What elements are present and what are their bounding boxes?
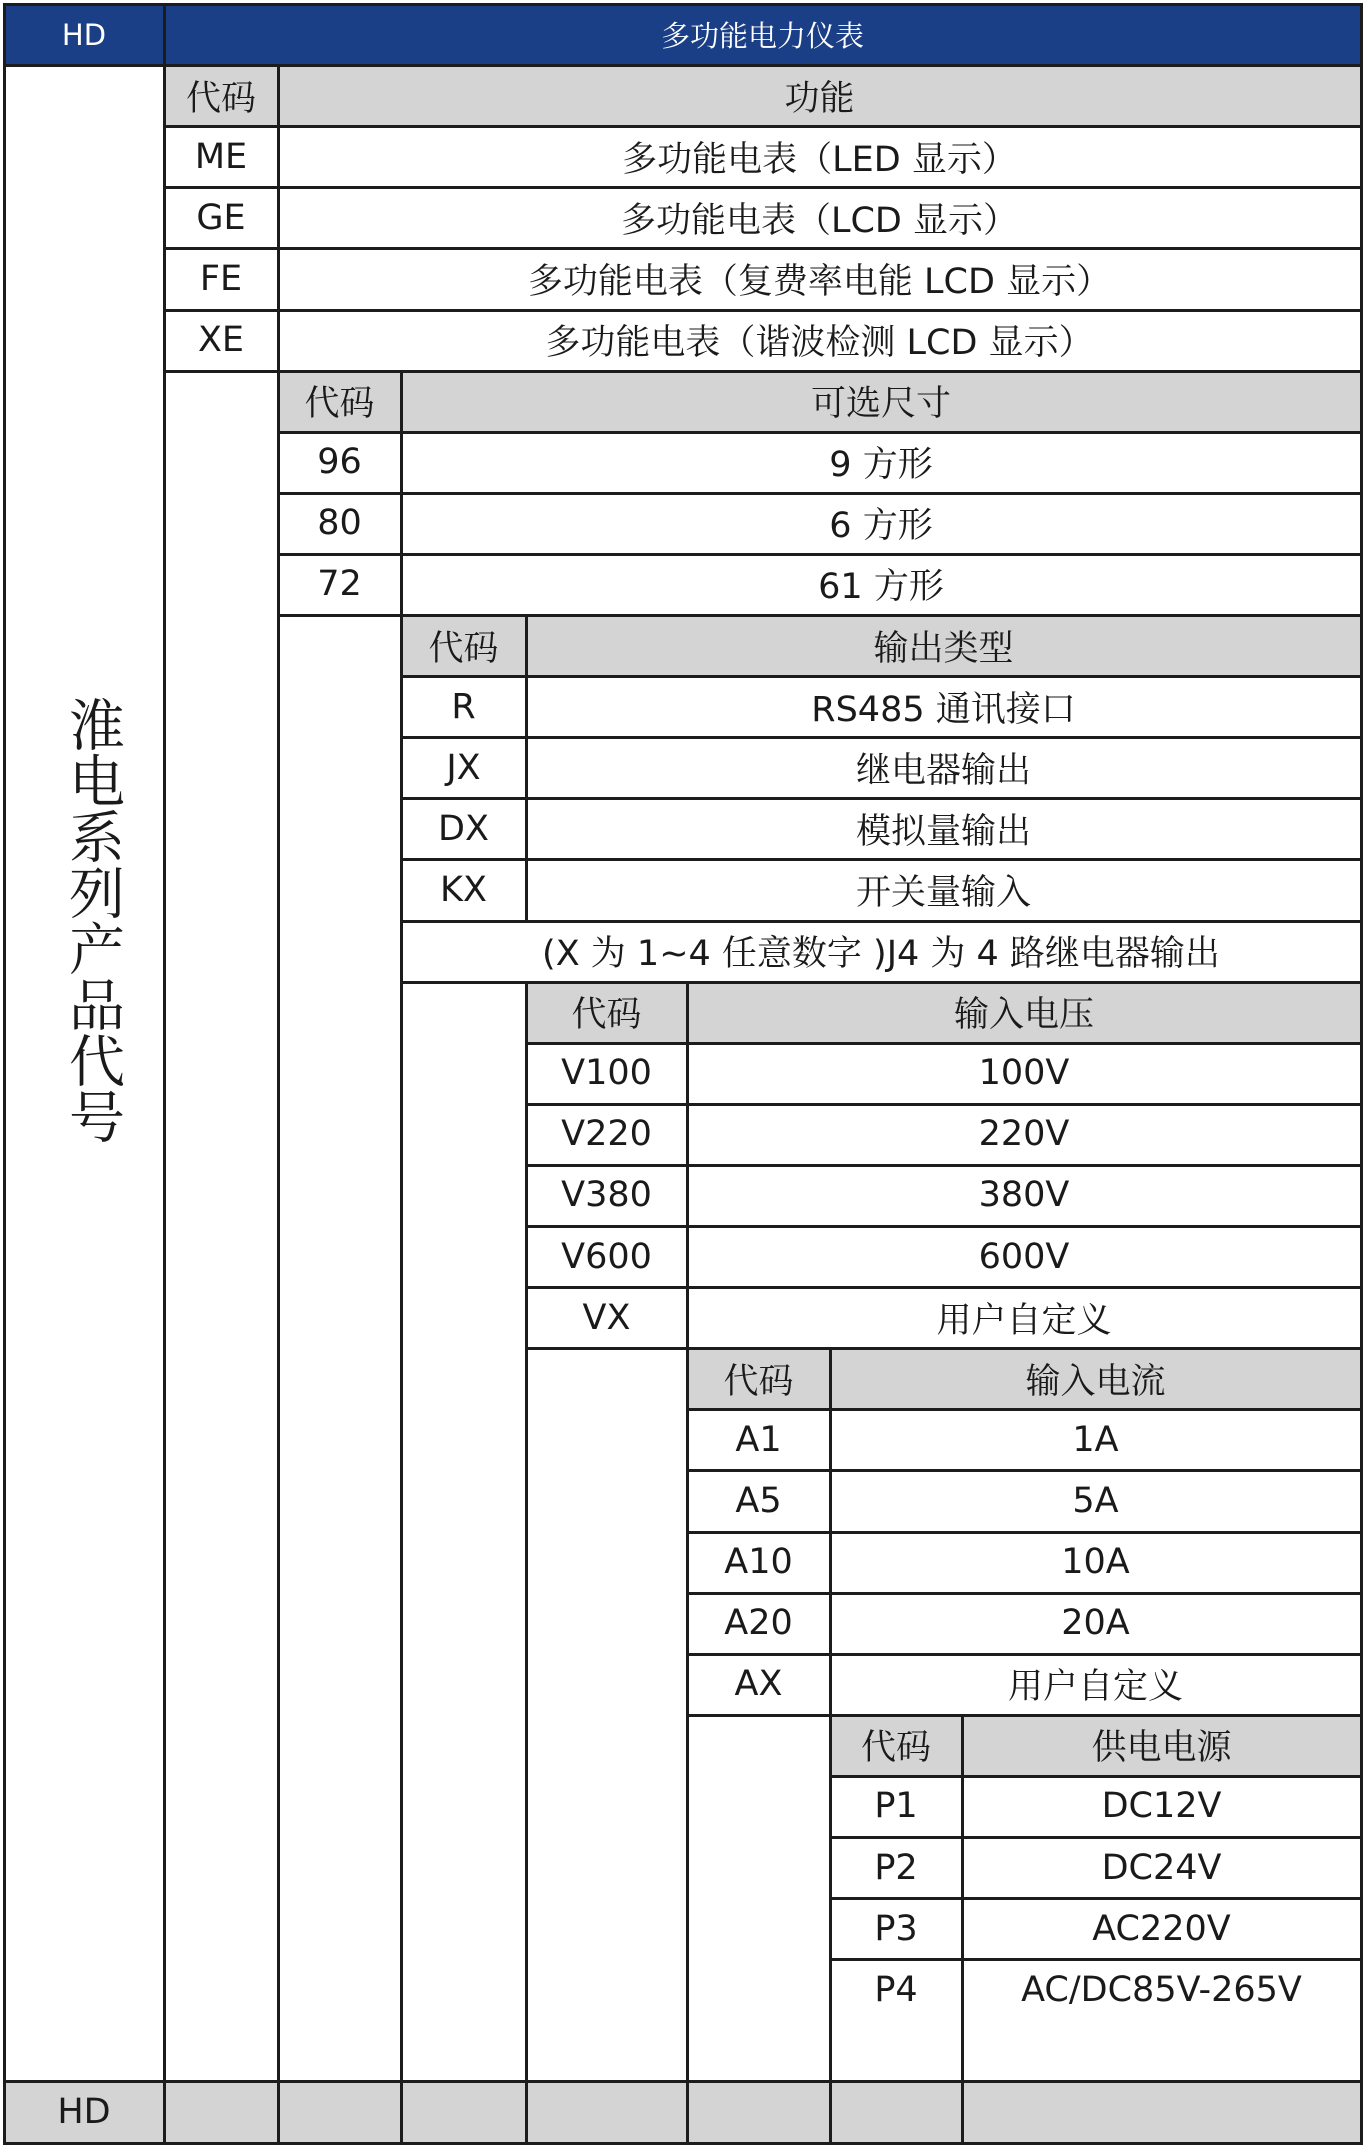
- current-code-cell: A5: [735, 1480, 782, 1521]
- power-value-cell: AC/DC85V-265V: [1021, 1969, 1302, 2010]
- top-border: [3, 3, 1363, 6]
- output-code-cell: DX: [438, 808, 489, 849]
- output-code-cell: KX: [440, 869, 487, 910]
- footer-empty-cell: [526, 2081, 687, 2142]
- h-rule: [277, 553, 1363, 556]
- h-rule: [525, 1347, 1363, 1350]
- h-rule: [400, 858, 1363, 861]
- h-rule: [525, 1103, 1363, 1106]
- power-code-cell: P1: [874, 1786, 918, 1827]
- voltage-value-cell: 220V: [978, 1114, 1070, 1155]
- h-rule: [829, 1836, 1363, 1839]
- current-value-cell: 用户自定义: [1007, 1667, 1183, 1708]
- output-value-cell: 开关量输入: [855, 872, 1031, 913]
- h-rule: [525, 1164, 1363, 1167]
- h-rule: [686, 1592, 1363, 1595]
- voltage-value-cell: 380V: [978, 1175, 1070, 1216]
- function-value-header: 功能: [278, 65, 1361, 126]
- v-rule: [961, 1714, 964, 2145]
- power-value-cell: AC220V: [1092, 1908, 1231, 1949]
- left-border: [3, 3, 6, 2145]
- output-code-header: 代码: [401, 615, 526, 676]
- voltage-code-cell: V600: [561, 1236, 652, 1277]
- h-rule: [686, 1531, 1363, 1534]
- function-code-header: 代码: [164, 65, 278, 126]
- power-code-cell: P4: [874, 1969, 918, 2010]
- current-code-header: 代码: [687, 1348, 830, 1409]
- voltage-value-cell: 用户自定义: [936, 1300, 1112, 1341]
- v-rule: [277, 370, 280, 2145]
- size-value-header: 可选尺寸: [401, 371, 1361, 432]
- h-rule: [829, 1897, 1363, 1900]
- right-border: [1360, 3, 1363, 2145]
- h-rule: [277, 614, 1363, 617]
- v-rule: [525, 981, 528, 2145]
- h-rule: [525, 1286, 1363, 1289]
- size-value-cell: 61 方形: [818, 567, 944, 608]
- power-code-header: 代码: [830, 1715, 962, 1776]
- h-rule: [829, 1958, 1363, 1961]
- footer-code: HD: [4, 2081, 164, 2142]
- size-code-header: 代码: [278, 371, 401, 432]
- current-code-cell: A1: [735, 1419, 782, 1460]
- output-value-cell: 继电器输出: [855, 750, 1031, 791]
- size-value-cell: 6 方形: [829, 506, 933, 547]
- voltage-value-cell: 100V: [978, 1053, 1070, 1094]
- size-code-cell: 96: [317, 442, 362, 483]
- output-value-cell: RS485 通讯接口: [811, 689, 1076, 730]
- h-rule: [277, 492, 1363, 495]
- v-rule: [277, 64, 280, 373]
- size-value-cell: 9 方形: [829, 445, 933, 486]
- h-rule: [686, 1653, 1363, 1656]
- h-rule: [163, 125, 1363, 128]
- current-value-cell: 1A: [1072, 1419, 1119, 1460]
- h-rule: [163, 370, 1363, 373]
- v-rule: [163, 3, 166, 2145]
- h-rule: [163, 186, 1363, 189]
- h-rule: [400, 797, 1363, 800]
- current-code-cell: AX: [734, 1664, 783, 1705]
- footer-empty-cell: [164, 2081, 278, 2142]
- output-note: (X 为 1~4 任意数字 )J4 为 4 路继电器输出: [542, 934, 1220, 975]
- h-rule: [163, 247, 1363, 250]
- function-value-cell: 多功能电表（LED 显示）: [622, 139, 1017, 180]
- h-rule: [686, 1714, 1363, 1717]
- voltage-code-cell: V380: [561, 1175, 652, 1216]
- size-code-cell: 72: [317, 564, 362, 605]
- output-code-cell: JX: [446, 747, 481, 788]
- current-code-cell: A20: [724, 1603, 793, 1644]
- h-rule: [686, 1469, 1363, 1472]
- function-code-cell: FE: [199, 258, 243, 299]
- power-value-cell: DC12V: [1101, 1786, 1222, 1827]
- header-title: 多功能电力仪表: [164, 4, 1361, 65]
- voltage-code-header: 代码: [526, 982, 687, 1043]
- function-code-cell: GE: [196, 197, 246, 238]
- h-rule: [163, 309, 1363, 312]
- h-rule: [400, 736, 1363, 739]
- header-code: HD: [4, 4, 164, 65]
- h-rule: [525, 1225, 1363, 1228]
- current-value-cell: 10A: [1061, 1542, 1130, 1583]
- h-rule: [829, 1775, 1363, 1778]
- footer-empty-cell: [830, 2081, 962, 2142]
- h-rule: [400, 981, 1363, 984]
- footer-empty-cell: [687, 2081, 830, 2142]
- footer-empty-cell: [278, 2081, 401, 2142]
- voltage-value-cell: 600V: [978, 1236, 1070, 1277]
- h-rule: [525, 1042, 1363, 1045]
- power-value-header: 供电电源: [962, 1715, 1361, 1776]
- footer-top-border: [3, 2080, 1363, 2083]
- footer-empty-cell: [401, 2081, 526, 2142]
- footer-empty-cell: [962, 2081, 1361, 2142]
- output-code-cell: R: [451, 686, 476, 727]
- current-value-cell: 5A: [1072, 1480, 1119, 1521]
- voltage-code-cell: VX: [582, 1297, 631, 1338]
- h-rule: [686, 1408, 1363, 1411]
- voltage-value-header: 输入电压: [687, 982, 1361, 1043]
- h-rule: [400, 920, 1363, 923]
- h-rule: [400, 675, 1363, 678]
- v-rule: [686, 1347, 689, 2144]
- power-value-cell: DC24V: [1101, 1847, 1222, 1888]
- h-rule: [3, 64, 1363, 67]
- current-value-header: 输入电流: [830, 1348, 1361, 1409]
- size-code-cell: 80: [317, 503, 362, 544]
- current-code-cell: A10: [724, 1542, 793, 1583]
- output-value-cell: 模拟量输出: [855, 811, 1031, 852]
- v-rule: [829, 1714, 832, 2145]
- function-value-cell: 多功能电表（谐波检测 LCD 显示）: [545, 323, 1094, 364]
- current-value-cell: 20A: [1061, 1603, 1130, 1644]
- v-rule: [400, 370, 403, 617]
- v-rule: [525, 614, 528, 923]
- voltage-code-cell: V100: [561, 1053, 652, 1094]
- v-rule: [686, 981, 689, 1351]
- function-value-cell: 多功能电表（复费率电能 LCD 显示）: [527, 261, 1112, 302]
- v-rule: [400, 614, 403, 2145]
- bottom-border: [3, 2142, 1363, 2145]
- power-code-cell: P2: [874, 1847, 918, 1888]
- voltage-code-cell: V220: [561, 1114, 652, 1155]
- h-rule: [277, 431, 1363, 434]
- side-label: 淮电系列产品代号: [60, 696, 125, 1144]
- power-code-cell: P3: [874, 1908, 918, 1949]
- function-code-cell: ME: [194, 136, 248, 177]
- function-code-cell: XE: [197, 320, 245, 361]
- function-value-cell: 多功能电表（LCD 显示）: [620, 200, 1018, 241]
- v-rule: [829, 1347, 832, 1717]
- output-value-header: 输出类型: [526, 615, 1361, 676]
